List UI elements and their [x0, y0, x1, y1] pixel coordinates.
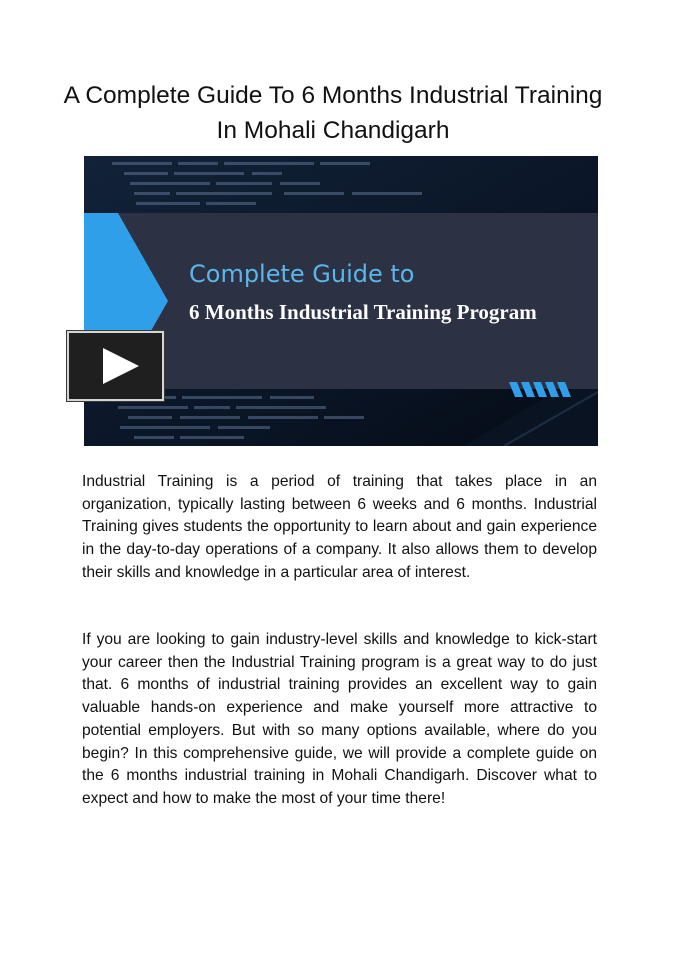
hero-heading-line-2: 6 Months Industrial Training Program [189, 300, 537, 324]
hero-image [84, 156, 598, 446]
play-icon [69, 333, 162, 399]
paragraph: Industrial Training is a period of training that takes place in an organization, typically lasting between 6 weeks and 6 months. Industrial Training gives students the opportunity to learn about and gain experience in the day-to-day operations of a company. It also allows them to develop their skills and knowledge in a particular area of interest. [82, 473, 597, 581]
play-button[interactable] [67, 331, 164, 401]
paragraph: If you are looking to gain industry-level skills and knowledge to kick-start your career then the Industrial Training program is a great way to do just that. 6 months of industrial training provides an excellent way to gain valuable hands-on experience and make yourself more attractive to potential employers. But with so many options available, where do you begin? In this comprehensive guide, we will provide a complete guide on the 6 months industrial training in Mohali Chandigarh. Discover what to expect and how to make the most of your time there! [82, 631, 597, 807]
hero-heading-line-1: Complete Guide to [189, 260, 415, 288]
page-title: A Complete Guide To 6 Months Industrial Training In Mohali Chandigarh [63, 82, 603, 144]
